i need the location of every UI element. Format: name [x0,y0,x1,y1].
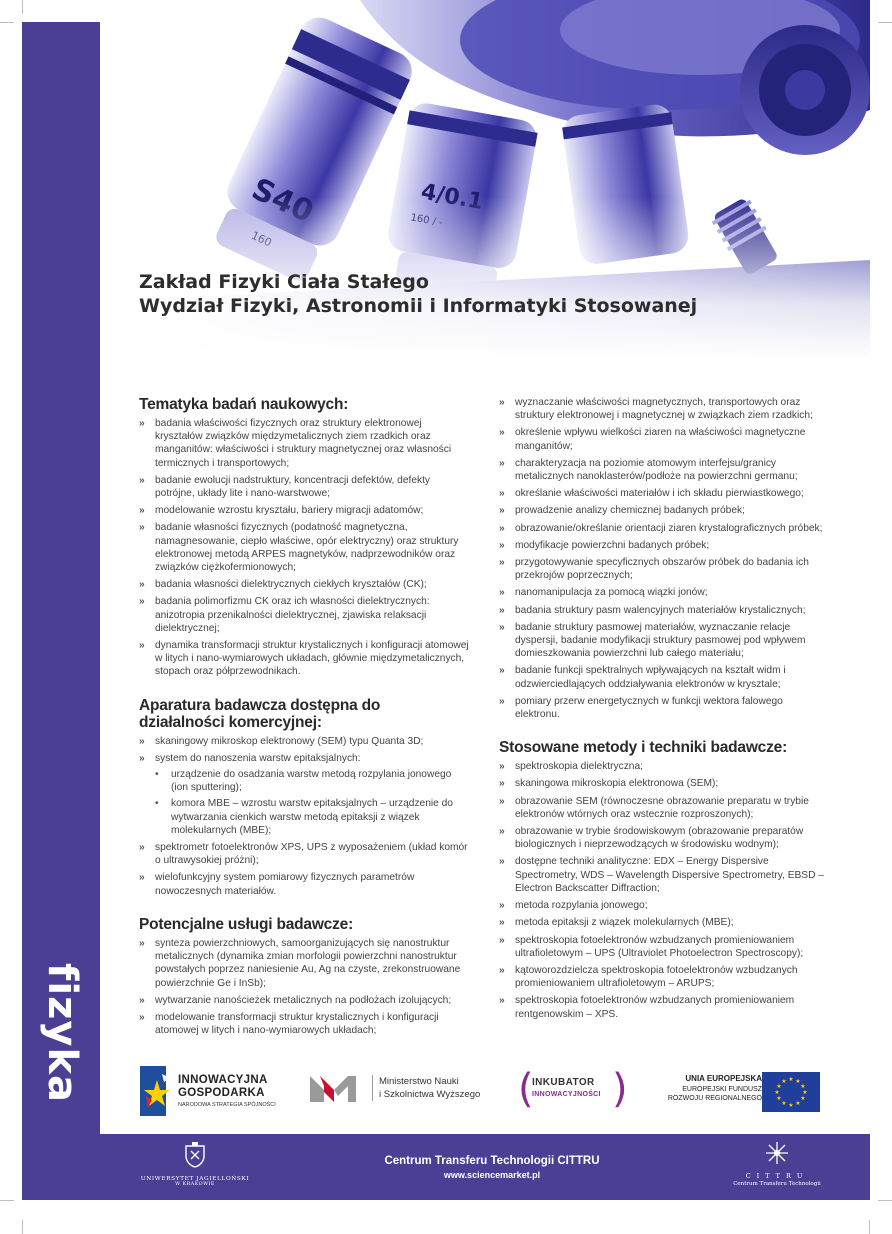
crop-mark [0,22,14,23]
eu-text [668,1074,762,1104]
eu-flag-icon [762,1072,820,1112]
list-item: » badania własności dielektrycznych ciekłych kryształów (CK); [139,578,469,591]
list-item: » badania polimorfizmu CK oraz ich własności dielektrycznych: anizotropia przenikalności dielektrycznej, zjawiska relaksacji dielektrycznej; [139,595,469,635]
equipment-list [139,735,469,898]
min-line-2: i Szkolnictwa Wyższego [379,1089,481,1100]
list-item: » badanie ewolucji nadstruktury, koncentracji defektów, defekty potrójne, układy lite i nano-warstwowe; [139,474,469,500]
list-item: » skaningowa mikroskopia elektronowa (SEM); [499,777,829,790]
list-item: » obrazowanie w trybie środowiskowym (obrazowanie preparatów biologicznych i nieprzewodzących w środowisku wodnym); [499,825,829,851]
list-item: » wyznaczanie właściwości magnetycznych, transportowych oraz struktury elektronowej i magnetycznej w związkach ziem rzadkich; [499,396,829,422]
ue-line-2: EUROPEJSKI FUNDUSZ [682,1085,762,1093]
cittru-name: Centrum Transferu Technologii [733,1181,821,1187]
list-item: » wielofunkcyjny system pomiarowy fizycznych parametrów nowoczesnych materiałów. [139,871,469,897]
svg-text:★: ★ [800,1095,806,1102]
section-methods [499,739,829,1020]
ig-title [178,1074,268,1100]
list-item: » obrazowanie SEM (równoczesne obrazowanie preparatu w trybie elektronów wtórnych oraz wstecznie rozproszonych); [499,795,829,821]
section-research [139,396,469,679]
cittru-logo [722,1140,832,1187]
min-line-1: Ministerstwo Nauki [379,1076,459,1087]
right-column [499,396,829,1025]
list-item: » modyfikacje powierzchni badanych próbek; [499,539,829,552]
footer-title: Centrum Transferu Technologii CITTRU [384,1155,600,1167]
list-item: » badania struktury pasm walencyjnych materiałów krystalicznych; [499,604,829,617]
list-item-text: system do nanoszenia warstw epitaksjalnych: [155,752,361,764]
partner-logos [100,1060,870,1132]
svg-text:★: ★ [781,1078,787,1085]
crop-mark [22,0,23,14]
cittru-star-icon [764,1140,790,1166]
section-title-services: Potencjalne usługi badawcze: [139,915,354,933]
uj-logo [140,1142,250,1187]
list-item: » prowadzenie analizy chemicznej badanych próbek; [499,504,829,517]
section-title-equipment: Aparatura badawcza dostępna do działalności komercyjnej: [139,696,381,731]
services-list [139,937,469,1037]
footer-website-link[interactable]: www.sciencemarket.pl [443,1170,541,1180]
inkubator-logo [518,1068,628,1116]
list-item [139,752,469,837]
ue-line-3: ROZWOJU REGIONALNEGO [667,1095,762,1102]
svg-text:★: ★ [788,1076,794,1083]
crop-mark [878,1200,892,1201]
side-label [30,962,94,1104]
left-column [139,396,469,1041]
list-item: » skaningowy mikroskop elektronowy (SEM) typu Quanta 3D; [139,735,469,748]
title-line-2: Wydział Fizyki, Astronomii i Informatyki Stosowanej [139,295,698,317]
open-bracket-icon: ( [518,1066,534,1112]
research-list [139,417,469,679]
list-item: » nanomanipulacja za pomocą wiązki jonów; [499,586,829,599]
list-item: » dostępne techniki analityczne: EDX – Energy Dispersive Spectrometry, WDS – Wavelength Dispersive Spectrometry, EBSD – Electron Backscatter Diffraction; [499,855,829,895]
list-item: » spektroskopia fotoelektronów wzbudzanych promieniowaniem ultrafioletowym – UPS (Ultraviolet Photoelectron Spectroscopy); [499,934,829,960]
footer-bar [22,1134,870,1200]
svg-text:★: ★ [802,1089,808,1096]
side-label-text: fizyka [39,962,85,1104]
services-continued-list [499,396,829,721]
cittru-mark: CITTRU [745,1172,809,1180]
crop-mark [0,1200,14,1201]
crop-mark [22,1220,23,1234]
list-item: » badanie funkcji spektralnych wpływających na kształt widm i odzwierciedlających oddziaływania elektronów w krysztale; [499,664,829,690]
svg-text:★: ★ [776,1083,782,1090]
list-item: » badania właściwości fizycznych oraz struktury elektronowej kryształów związków międzymetalicznych ziem rzadkich oraz manganitów: właściwości i struktury magnetycznej oraz własności termicznych i transportowych; [139,417,469,470]
list-item: » spektroskopia fotoelektronów wzbudzanych promieniowaniem rentgenowskim – XPS. [499,994,829,1020]
svg-text:★: ★ [781,1100,787,1107]
svg-text:★: ★ [776,1095,782,1102]
mnisw-icon [310,1076,356,1102]
title-line-1: Zakład Fizyki Ciała Stałego [139,271,429,293]
equipment-sublist [155,768,469,837]
section-services [139,916,469,1037]
methods-list [499,760,829,1020]
svg-text:★: ★ [774,1089,780,1096]
list-item: » określenie wpływu wielkości ziaren na właściwości magnetyczne manganitów; [499,426,829,452]
ink-line-2: INNOWACYJNOŚCI [532,1091,601,1098]
close-bracket-icon: ) [612,1066,628,1112]
uj-line-1: UNIWERSYTET JAGIELLOŃSKI [140,1176,250,1182]
section-equipment [139,697,469,898]
ministerstwo-logo [310,1072,500,1112]
svg-text:★: ★ [800,1083,806,1090]
ig-star-icon [140,1066,174,1116]
ue-line-1: UNIA EUROPEJSKA [685,1074,762,1083]
list-item: » badanie struktury pasmowej materiałów, wyznaczanie relacje dyspersji, badanie modyfikacji struktury pasmowej pod wpływem domieszkowania powierzchni lub całego materiału; [499,621,829,661]
eu-logo [667,1070,830,1114]
list-item: » modelowanie wzrostu kryształu, bariery migracji adatomów; [139,504,469,517]
list-item: » badanie własności fizycznych (podatność magnetyczna, namagnesowanie, ciepło właściwe, opór elektryczny) oraz struktury elektronowej metodą ARPES magnetyków, nadprzewodników oraz związków ciężkofermionowych; [139,521,469,574]
ig-line-3: NARODOWA STRATEGIA SPÓJNOŚCI [178,1102,276,1108]
uj-crest-icon [184,1142,206,1168]
list-item: » spektrometr fotoelektronów XPS, UPS z wyposażeniem (układ komór o ultrawysokiej próżni); [139,841,469,867]
list-item: » określanie właściwości materiałów i ich składu pierwiastkowego; [499,487,829,500]
list-item: » metoda rozpylania jonowego; [499,899,829,912]
sub-list-item: • urządzenie do osadzania warstw metodą rozpylania jonowego (ion sputtering); [155,768,469,794]
list-item: » obrazowanie/określanie orientacji ziaren krystalograficznych próbek; [499,522,829,535]
list-item: » synteza powierzchniowych, samoorganizujących się nanostruktur metalicznych (dynamika zmian morfologii powierzchni nanostruktur powstałych poprzez naniesienie Au, Ag na czyste, zrekonstruowane powierzchnie Ge i InSb); [139,937,469,990]
list-item: » charakteryzacja na poziomie atomowym interfejsu/granicy metalicznych nanoklasterów/podłoże na powierzchni germanu; [499,457,829,483]
list-item: » wytwarzanie nanościeżek metalicznych na podłożach izolujących; [139,994,469,1007]
svg-text:★: ★ [795,1078,801,1085]
list-item: » metoda epitaksji z wiązek molekularnych (MBE); [499,916,829,929]
list-item: » modelowanie transformacji struktur krystalicznych i konfiguracji atomowej w litych i nano-wymiarowych układach; [139,1011,469,1037]
svg-text:★: ★ [788,1102,794,1109]
list-item: » kątoworozdzielcza spektroskopia fotoelektronów wzbudzanych promieniowaniem ultrafioletowym – ARUPS; [499,964,829,990]
innowacyjna-gospodarka-logo [140,1066,290,1116]
ink-line-1: INKUBATOR [532,1077,595,1088]
ministerstwo-name [372,1075,480,1101]
section-title-research: Tematyka badań naukowych: [139,396,349,413]
footer-center [342,1154,642,1181]
ig-line-1: INNOWACYJNA [178,1074,268,1086]
list-item: » dynamika transformacji struktur krystalicznych i konfiguracji atomowej w litych i nano-wymiarowych układach, głównie międzymetalicznych, stopach oraz półprzewodnikach. [139,639,469,679]
section-title-methods: Stosowane metody i techniki badawcze: [499,739,788,757]
uj-line-2: W KRAKOWIE [175,1182,215,1187]
list-item: » przygotowywanie specyficznych obszarów próbek do badania ich przekrojów poprzecznych; [499,556,829,582]
ig-line-2: GOSPODARKA [178,1087,265,1099]
svg-text:★: ★ [795,1100,801,1107]
crop-mark [878,22,892,23]
eu-stars-icon [762,1072,820,1112]
sub-list-item: • komora MBE – wzrostu warstw epitaksjalnych – urządzenie do wytwarzania cienkich warstw metodą epitaksji z wiązek molekularnych (MBE); [155,797,469,837]
list-item: » spektroskopia dielektryczna; [499,760,829,773]
page-title [139,270,739,318]
list-item: » pomiary przerw energetycznych w funkcji wektora falowego elektronu. [499,695,829,721]
crop-mark [869,1220,870,1234]
